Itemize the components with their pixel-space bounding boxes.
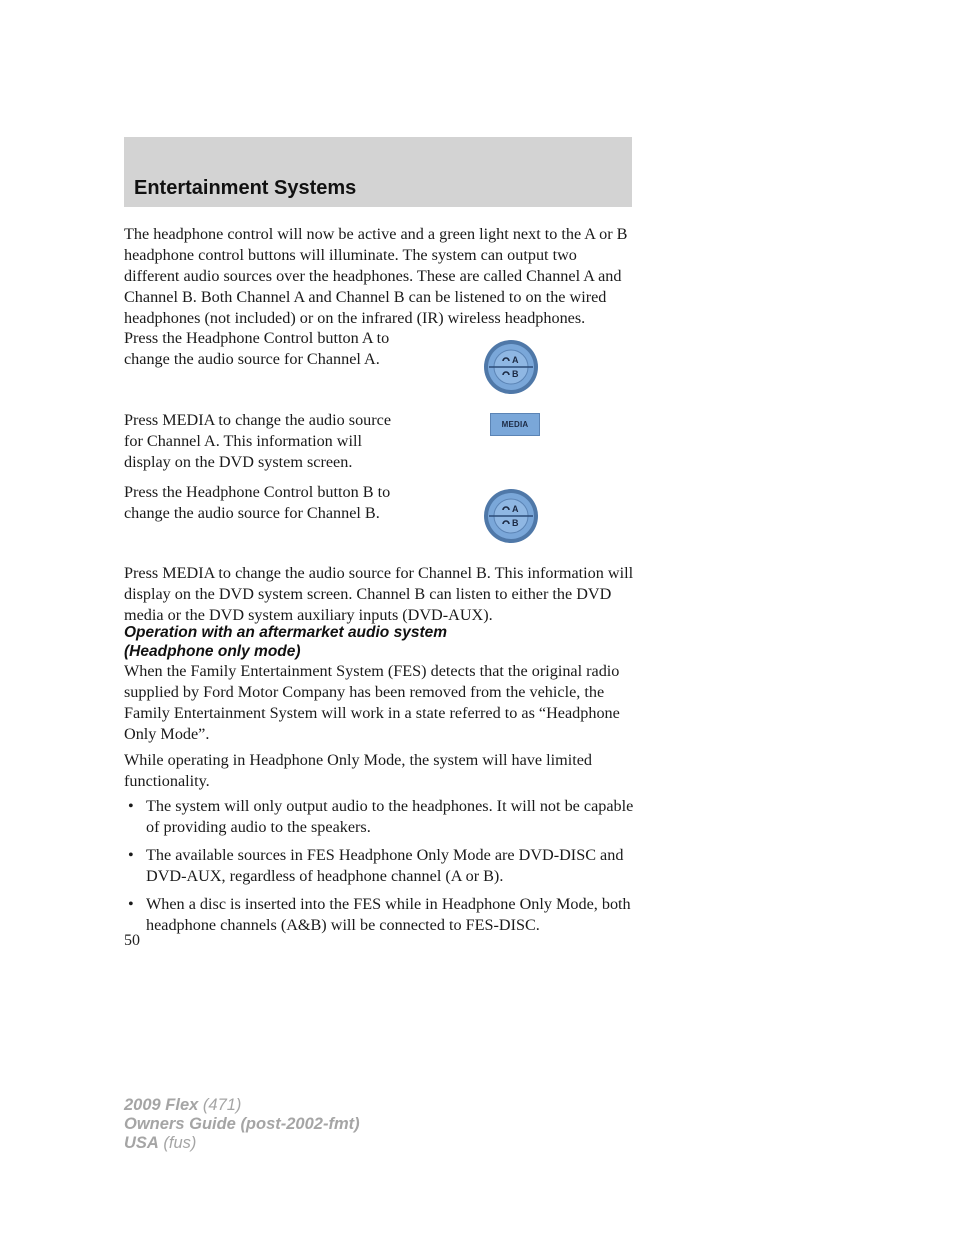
page-number: 50 [124, 932, 140, 949]
press-media-a-paragraph: Press MEDIA to change the audio source for Channel A. This information will display on the DVD system screen. [124, 411, 392, 471]
headphone-b-label-b: B [512, 518, 519, 528]
subheading: Operation with an aftermarket audio system (Headphone only mode) [124, 624, 448, 660]
press-media-b-paragraph: Press MEDIA to change the audio source for Channel B. This information will display on the DVD system screen. Channel B can listen to either the DVD media or the DVD system auxiliary inputs (DVD-AUX). [124, 564, 634, 624]
headphone-a-label-a: A [512, 355, 519, 365]
press-a-paragraph: Press the Headphone Control button A to change the audio source for Channel A. [124, 329, 390, 368]
list-item: • When a disc is inserted into the FES while in Headphone Only Mode, both headphone channels (A&B) will be connected to FES-DISC. [128, 895, 631, 934]
limited-paragraph: While operating in Headphone Only Mode, the system will have limited functionality. [124, 751, 592, 790]
fes-detect-paragraph: When the Family Entertainment System (FES) detects that the original radio supplied by Ford Motor Company has been removed from the vehicle, the Family Entertainment System will work in a state referred to as “Headphone Only Mode”. [124, 662, 620, 743]
headphone-control-a-icon [483, 339, 539, 400]
headphone-a-label-b: B [512, 369, 519, 379]
list-item: • The system will only output audio to the headphones. It will not be capable of providing audio to the speakers. [128, 797, 634, 836]
headphone-control-b-icon [483, 488, 539, 549]
intro-paragraph: The headphone control will now be active and a green light next to the A or B headphone control buttons will illuminate. The system can output two different audio sources over the headphones. These are called Channel A and Channel B. Both Channel A and Channel B can be listened to on the wired headphones (not included) or on the infrared (IR) wireless headphones. [124, 225, 628, 327]
section-title: Entertainment Systems [134, 177, 357, 199]
list-item: • The available sources in FES Headphone Only Mode are DVD-DISC and DVD-AUX, regardless of headphone channel (A or B). [128, 846, 624, 885]
bullet-list [124, 796, 636, 943]
bullet-icon: • [128, 895, 134, 913]
document-footer: 2009 Flex (471) Owners Guide (post-2002-fmt) USA (fus) [124, 1096, 360, 1152]
bullet-icon: • [128, 797, 134, 815]
press-b-paragraph: Press the Headphone Control button B to change the audio source for Channel B. [124, 483, 391, 522]
headphone-b-label-a: A [512, 504, 519, 514]
bullet-icon: • [128, 846, 134, 864]
media-button-icon: MEDIA [490, 413, 540, 436]
section-header [124, 137, 632, 207]
